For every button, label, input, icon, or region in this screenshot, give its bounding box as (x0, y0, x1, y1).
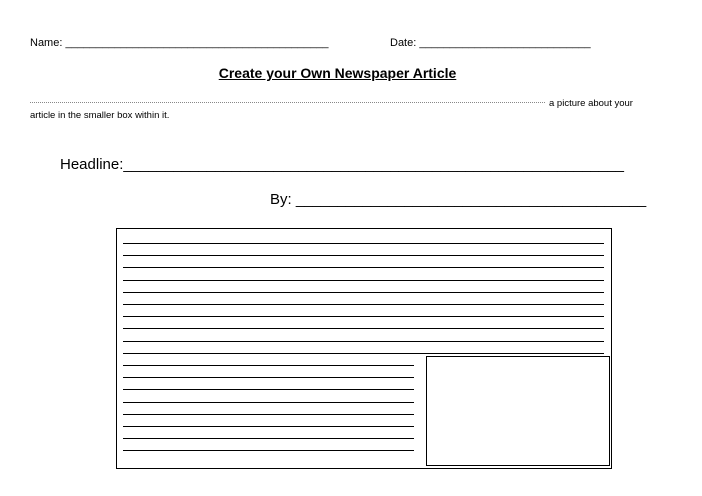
writing-line-short (123, 438, 414, 439)
writing-line-full (123, 328, 604, 329)
instructions-line-1 (30, 98, 644, 109)
writing-line-short (123, 365, 414, 366)
byline-label: By: __________________________________________ (270, 191, 647, 208)
article-box (116, 228, 612, 469)
writing-line-full (123, 316, 604, 317)
writing-line-short (123, 414, 414, 415)
writing-line-short (123, 450, 414, 451)
instructions-line-2: article in the smaller box within it. (30, 110, 170, 121)
headline-label: Headline:____________________________________________________________ (60, 156, 624, 173)
writing-line-short (123, 377, 414, 378)
instructions-line-1-text: a picture about your (549, 98, 633, 109)
date-field-label: Date: ____________________________ (390, 37, 591, 49)
writing-line-full (123, 292, 604, 293)
name-field-label: Name: ___________________________________________ (30, 37, 329, 49)
writing-line-full (123, 304, 604, 305)
writing-line-short (123, 426, 414, 427)
page-title: Create your Own Newspaper Article (218, 65, 457, 81)
writing-line-full (123, 353, 604, 354)
writing-line-full (123, 243, 604, 244)
writing-line-full (123, 280, 604, 281)
picture-box (426, 356, 610, 466)
writing-line-short (123, 389, 414, 390)
writing-line-short (123, 402, 414, 403)
faded-instruction-text (30, 101, 545, 103)
writing-line-full (123, 341, 604, 342)
writing-line-full (123, 267, 604, 268)
writing-line-full (123, 255, 604, 256)
